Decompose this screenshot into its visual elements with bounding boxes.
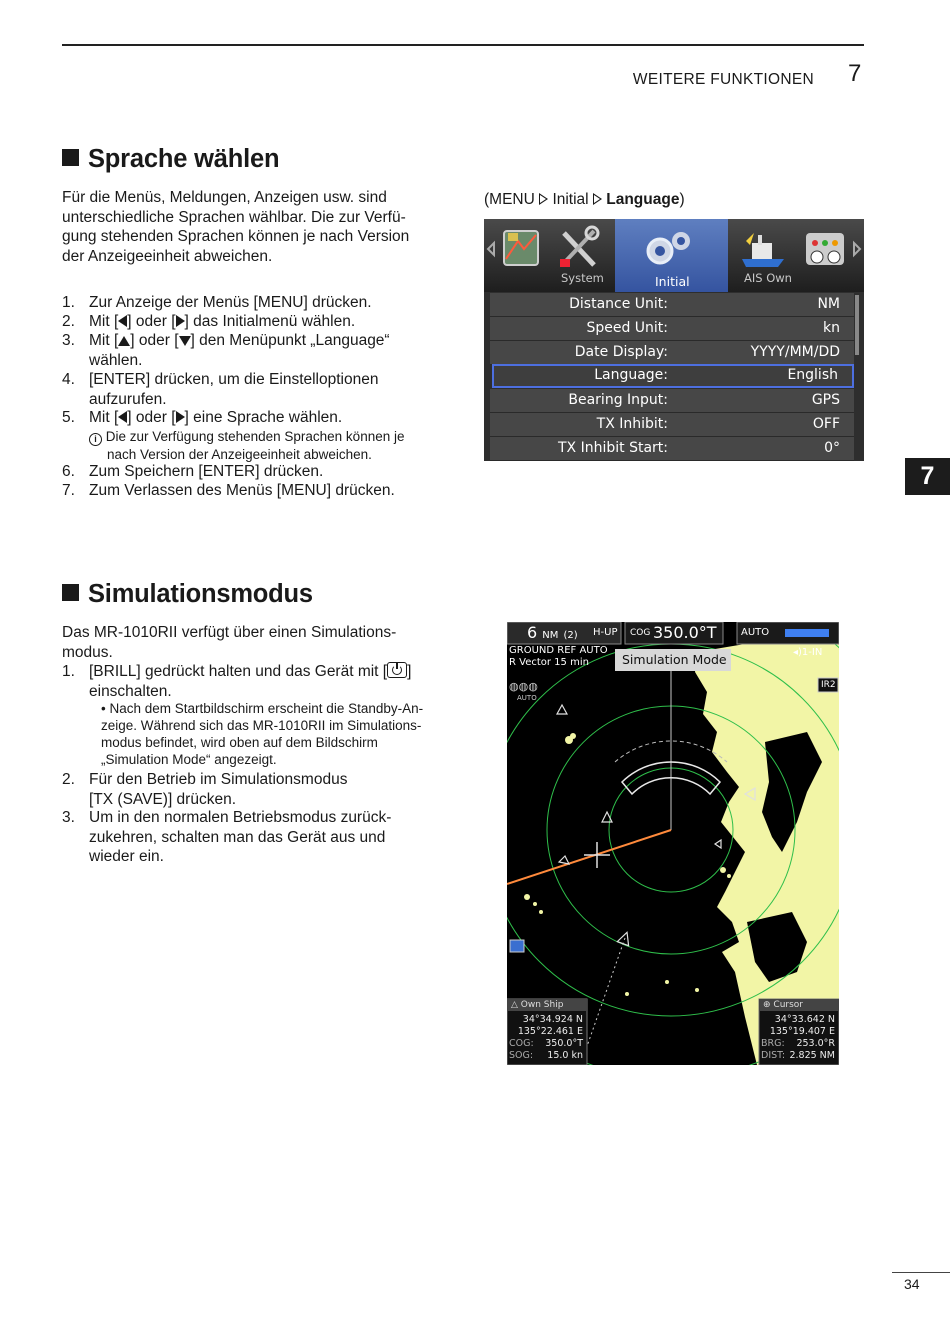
radar-screenshot — [507, 622, 839, 1065]
mob-icon — [510, 940, 524, 952]
down-arrow-icon — [179, 336, 191, 346]
menu-row-speed-unit[interactable]: Speed Unit: kn — [490, 317, 854, 341]
menu-row-bearing-input[interactable]: Bearing Input: GPS — [490, 389, 854, 413]
simulation-mode-label: Simulation Mode — [622, 652, 727, 667]
radar-display — [507, 622, 839, 1065]
section-header-title: WEITERE FUNKTIONEN — [632, 71, 814, 88]
chevron-right-icon — [854, 243, 860, 255]
own-ship-title: △ Own Ship — [511, 1000, 564, 1010]
square-bullet-icon — [62, 149, 79, 166]
menu-scrollbar[interactable] — [855, 295, 859, 355]
bearing-line — [507, 830, 671, 884]
menu-row-date-display[interactable]: Date Display: YYYY/MM/DD — [490, 341, 854, 365]
path-arrow-icon — [539, 193, 548, 205]
power-icon — [387, 662, 407, 678]
heading-sprache: Sprache wählen — [62, 145, 279, 174]
intro-simulation: Das MR-1010RII verfügt über einen Simulations- modus. — [62, 624, 397, 661]
path-arrow-icon — [593, 193, 602, 205]
chapter-side-tab: 7 — [905, 458, 950, 495]
radar-orientation[interactable]: H-UP — [593, 627, 618, 638]
speaker-icon: ◂) — [793, 647, 802, 658]
top-rule — [62, 44, 864, 46]
intro-sprache: Für die Menüs, Meldungen, Anzeigen usw. sind unterschiedliche Sprachen wählbar. Die zur Verfü- gung stehenden Sprachen können je nach Version der Anzeigeeinheit abweichen. — [62, 189, 410, 265]
radar-range[interactable]: 6 NM (2) — [527, 623, 578, 642]
page-number: 34 — [904, 1276, 920, 1292]
own-ship-data: 34°34.924 N 135°22.461 E COG: 350.0°T SOG: 15.0 kn — [509, 1014, 583, 1061]
target-vector — [585, 938, 625, 1052]
menu-row-distance-unit[interactable]: Distance Unit: NM — [490, 293, 854, 317]
tab-ais-label: AIS Own — [744, 271, 792, 285]
menu-row-tx-inhibit-start[interactable]: TX Inhibit Start: 0° — [490, 437, 854, 461]
chevron-left-icon — [488, 243, 494, 255]
radar-auto-small: AUTO — [517, 694, 537, 702]
right-arrow-icon — [176, 411, 185, 423]
menu-row-tx-inhibit[interactable]: TX Inhibit: OFF — [490, 413, 854, 437]
radar-cog-value: 350.0°T — [653, 623, 717, 642]
heading-simulation: Simulationsmodus — [62, 580, 313, 609]
info-icon: i — [89, 433, 102, 446]
left-arrow-icon — [118, 411, 127, 423]
sim-bullet-note: • Nach dem Startbildschirm erscheint die Standby-An- zeige. Während sich das MR-1010RII im Simulations- modus befindet, wird oben auf dem Bildschirm „Simulation Mode“ angezeigt. — [101, 701, 424, 767]
radar-cog-label: COG — [630, 628, 651, 638]
tab-system-label: System — [561, 271, 604, 285]
ship-triangle-icon: △ — [511, 1000, 518, 1010]
radar-auto[interactable]: AUTO — [741, 627, 770, 638]
ship-icon — [742, 233, 784, 267]
right-arrow-icon — [176, 315, 185, 327]
gear-icon — [648, 232, 690, 263]
square-bullet-icon — [62, 584, 79, 601]
auto-gain-bar — [785, 629, 829, 637]
left-arrow-icon — [118, 315, 127, 327]
gauges-icon — [806, 233, 844, 265]
cursor-title: ⊕ Cursor — [763, 1000, 804, 1010]
chart-icon — [504, 231, 538, 265]
tools-icon — [560, 227, 598, 267]
rain-sea-icon: ◍◍◍ — [509, 681, 538, 693]
radar-ir[interactable]: IR2 — [821, 680, 836, 690]
language-note: i Die zur Verfügung stehenden Sprachen können je nach Version der Anzeigeeinheit abweichen. — [89, 428, 439, 463]
chapter-number: 7 — [848, 60, 862, 87]
radar-input-indicator: ◂)1-IN — [793, 647, 823, 658]
footer-rule — [892, 1272, 950, 1273]
up-arrow-icon — [118, 336, 130, 346]
menu-row-language[interactable]: Language: English — [492, 364, 854, 388]
cursor-data: 34°33.642 N 135°19.407 E BRG: 253.0°R DIST: 2.825 NM — [761, 1014, 835, 1061]
crosshair-icon: ⊕ — [763, 1000, 771, 1010]
tab-initial-label: Initial — [655, 274, 690, 289]
menu-screenshot — [484, 219, 864, 461]
menu-path: (MENU Initial Language) — [484, 191, 685, 208]
radar-ground-ref: GROUND REF AUTO R Vector 15 min — [509, 645, 608, 668]
